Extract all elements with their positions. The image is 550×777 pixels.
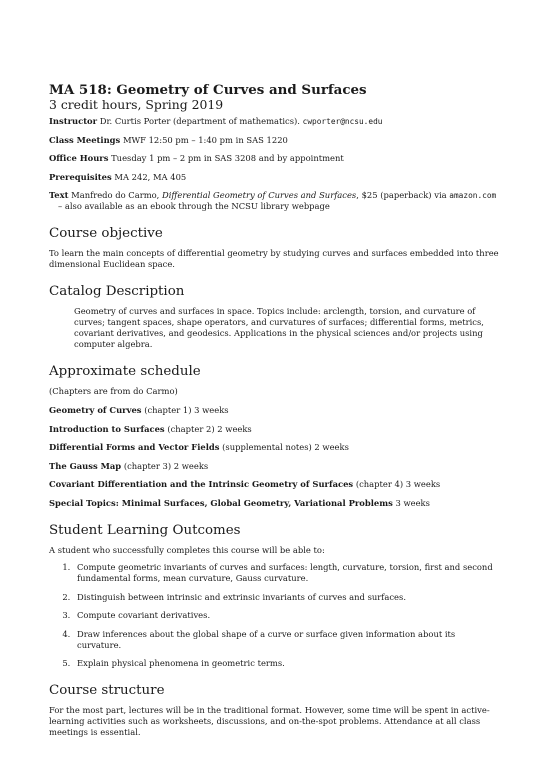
office-hours-text: Tuesday 1 pm – 2 pm in SAS 3208 and by appointment [111,153,344,164]
outcome-item: 1. Compute geometric invariants of curves and surfaces: length, curvature, torsion, first and second fundamental forms, mean curvature, Gauss curvature. [73,562,501,584]
schedule-item [49,442,501,453]
meetings-label: Class Meetings [49,134,121,145]
schedule-topic: Introduction to Surfaces [49,423,165,434]
instructor-text: Dr. Curtis Porter (department of mathematics). [99,116,300,126]
textbook-row [49,190,501,212]
schedule-topic: Covariant Differentiation and the Intrinsic Geometry of Surfaces [49,479,354,490]
objective-heading: Course objective [49,226,163,242]
schedule-detail: 3 weeks [395,497,430,508]
schedule-detail: (chapter 1) 3 weeks [144,404,229,415]
schedule-item [49,405,501,416]
schedule-topic: The Gauss Map [49,460,122,471]
schedule-detail: (chapter 3) 2 weeks [123,460,209,471]
outcome-item: 2. Distinguish between intrinsic and extrinsic invariants of curves and surfaces. [73,592,501,603]
schedule-item [49,461,501,472]
meetings-row [49,135,501,146]
schedule-heading: Approximate schedule [49,364,201,380]
instructor-email: cwporter@ncsu.edu [302,117,383,126]
schedule-note: (Chapters are from do Carmo) [49,386,178,397]
textbook-price: , $25 (paperback) via [356,190,447,201]
schedule-detail: (chapter 4) 3 weeks [355,479,441,490]
outcomes-intro: A student who successfully completes this course will be able to: [49,544,325,555]
schedule-item [49,424,501,435]
instructor-row [49,116,501,127]
catalog-body: Geometry of curves and surfaces in space. Topics include: arclength, torsion, and curvature of curves; tangent spaces, shape operators, and curvatures of surfaces; differential forms, metrics, covariant derivatives, and geodesics. Applications in the physical sciences and/or projects using computer algebra. [74,306,484,350]
course-subtitle: 3 credit hours, Spring 2019 [49,97,224,112]
outcomes-heading: Student Learning Outcomes [49,522,241,538]
outcome-item: 5. Explain physical phenomena in geometric terms. [73,658,501,669]
outcome-item: 4. Draw inferences about the global shape of a curve or surface given information about its curvature. [73,629,501,651]
instructor-label: Instructor [49,116,98,126]
catalog-heading: Catalog Description [49,284,185,300]
textbook-label: Text [49,190,69,201]
prerequisites-label: Prerequisites [49,171,112,182]
outcome-item: 3. Compute covariant derivatives. [73,610,501,621]
schedule-topic: Special Topics: Minimal Surfaces, Global Geometry, Variational Problems [49,497,393,508]
schedule-item [49,498,501,509]
outcomes-list [49,562,501,669]
course-info [49,116,501,212]
meetings-text: MWF 12:50 pm – 1:40 pm in SAS 1220 [122,134,288,145]
objective-body: To learn the main concepts of differential geometry by studying curves and surfaces embedded into three dimensional Euclidean space. [49,248,499,270]
textbook-author: Manfredo do Carmo, [71,190,160,201]
textbook-title: Differential Geometry of Curves and Surfaces [162,190,357,201]
structure-section [49,683,501,738]
prerequisites-text: MA 242, MA 405 [114,171,187,182]
textbook-rest: – also available as an ebook through the NCSU library webpage [58,201,330,212]
outcomes-section [49,523,501,669]
catalog-section [49,284,501,350]
objective-section [49,226,501,270]
structure-heading: Course structure [49,683,165,699]
textbook-site: amazon.com [449,191,497,201]
schedule-section [49,364,501,509]
schedule-detail: (chapter 2) 2 weeks [167,423,252,434]
office-hours-label: Office Hours [49,153,109,164]
schedule-topic: Geometry of Curves [49,404,142,415]
schedule-topic: Differential Forms and Vector Fields [49,442,220,453]
schedule-detail: (supplemental notes) 2 weeks [222,442,349,453]
structure-body: For the most part, lectures will be in the traditional format. However, some time will be spent in active-learning activities such as worksheets, discussions, and on-the-spot problems. Attendance at all class meetings is essential. [49,705,490,738]
course-title: MA 518: Geometry of Curves and Surfaces [49,82,367,98]
office-hours-row [49,153,501,164]
schedule-item [49,479,501,490]
prerequisites-row [49,172,501,183]
